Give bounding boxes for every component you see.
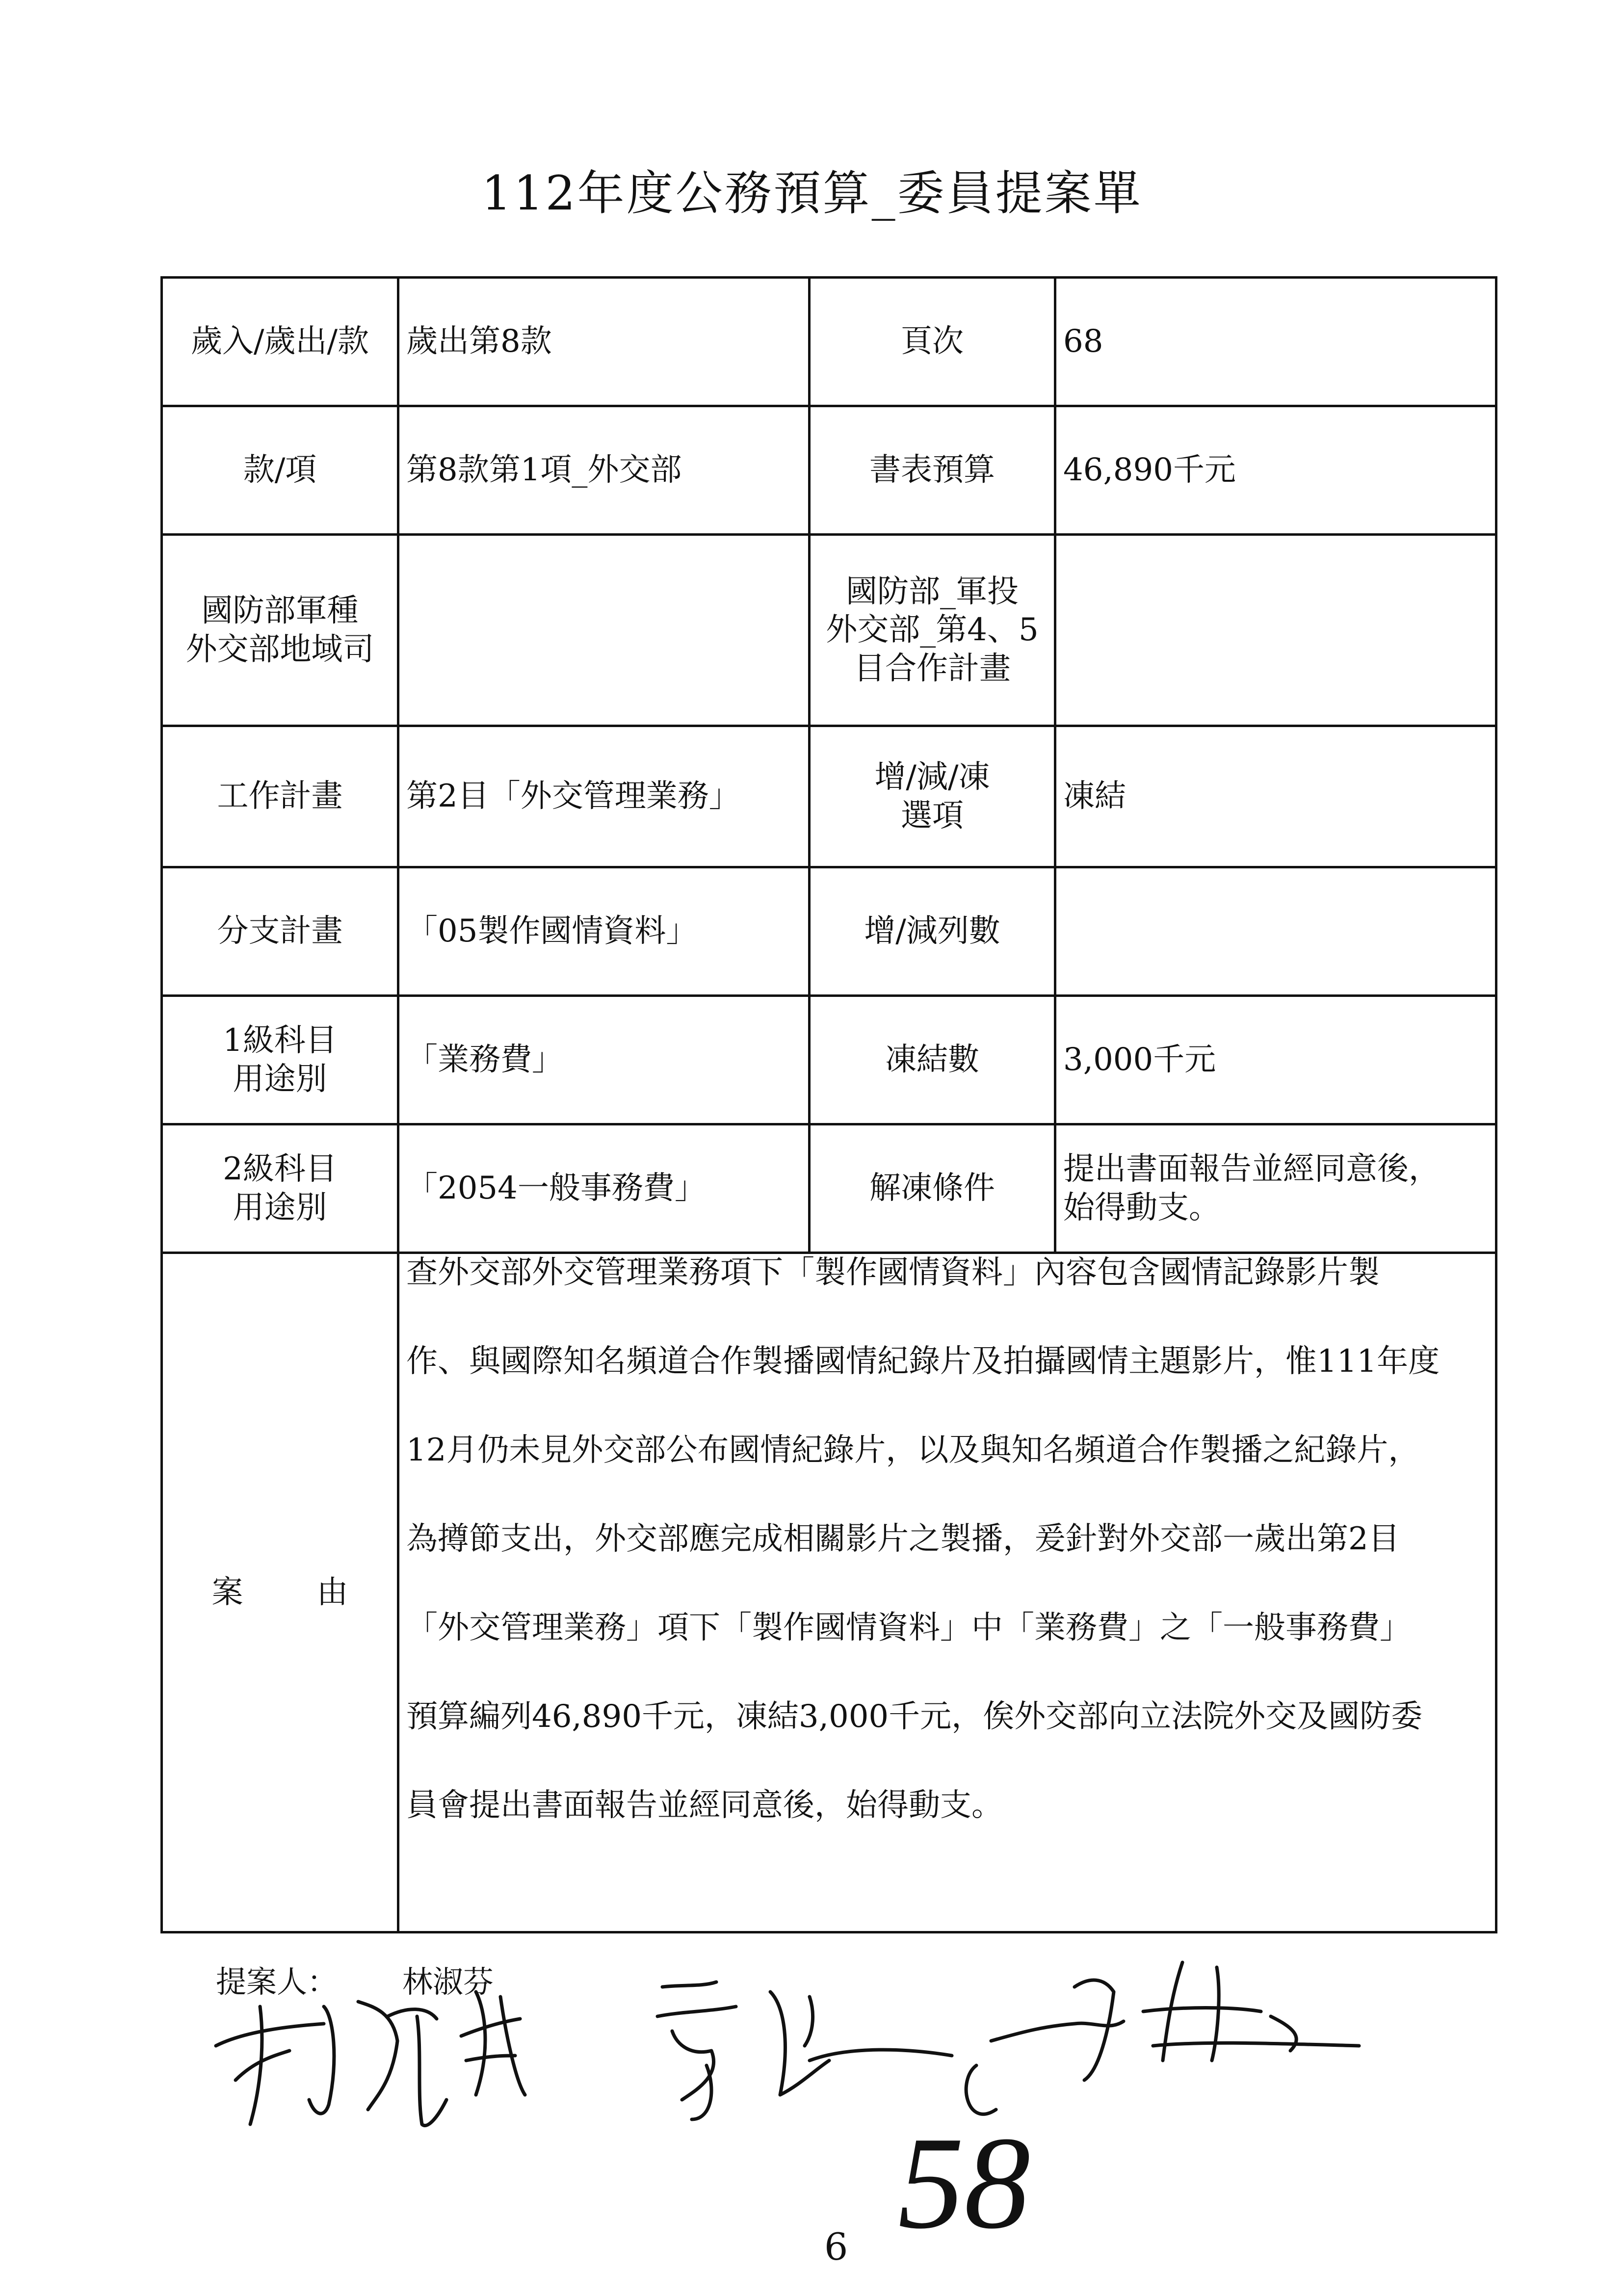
label-cooperation-plan-line1: 國防部_軍投 [846, 574, 1019, 610]
value-item: 第8款第1項_外交部 [398, 406, 810, 535]
reason-line: 為撙節支出，外交部應完成相關影片之製播，爰針對外交部一歲出第2目 [406, 1521, 1400, 1557]
form-row-work-plan [162, 726, 1496, 867]
value-change-amount [1055, 867, 1496, 996]
form-row-department [162, 535, 1496, 726]
form-title: 112年度公務預算_委員提案單 [481, 166, 1143, 221]
proposer-label: 提案人： [216, 1964, 338, 2000]
label-department [162, 535, 398, 726]
label-budget: 書表預算 [810, 406, 1055, 535]
value-department [398, 535, 810, 726]
reason-line: 作、與國際知名頻道合作製播國情紀錄片及拍攝國情主題影片，惟111年度 [406, 1343, 1440, 1380]
reason-line: 查外交部外交管理業務項下「製作國情資料」內容包含國情記錄影片製 [406, 1254, 1380, 1291]
label-branch-plan: 分支計畫 [162, 867, 398, 996]
label-level2-subject-line2: 用途別 [233, 1189, 327, 1226]
label-level1-subject-line2: 用途別 [233, 1061, 327, 1097]
label-department-line1: 國防部軍種 [201, 593, 359, 629]
value-freeze-amount: 3,000千元 [1055, 996, 1496, 1124]
value-unfreeze-condition [1055, 1124, 1496, 1253]
value-level1-subject: 「業務費」 [398, 996, 810, 1124]
label-option-line2: 選項 [901, 797, 964, 834]
label-cooperation-plan-line2: 外交部_第4、5 [826, 612, 1039, 649]
label-level2-subject [162, 1124, 398, 1253]
label-cooperation-plan [810, 535, 1055, 726]
form-row-account [162, 278, 1496, 406]
page-number: 6 [824, 2225, 848, 2269]
value-option: 凍結 [1055, 726, 1496, 867]
label-item: 款/項 [162, 406, 398, 535]
label-level1-subject-line1: 1級科目 [223, 1022, 337, 1059]
value-budget: 46,890千元 [1055, 406, 1496, 535]
label-department-line2: 外交部地域司 [185, 631, 374, 668]
handwritten-page-number [893, 2105, 1050, 2247]
label-level2-subject-line1: 2級科目 [223, 1151, 337, 1188]
reason-line: 12月仍未見外交部公布國情紀錄片，以及與知名頻道合作製播之紀錄片， [406, 1432, 1420, 1468]
label-level1-subject [162, 996, 398, 1124]
value-unfreeze-condition-line2: 始得動支。 [1063, 1189, 1220, 1226]
label-change-amount: 增/減列數 [810, 867, 1055, 996]
label-reason-char1: 案 [211, 1574, 243, 1611]
value-unfreeze-condition-line1: 提出書面報告並經同意後， [1063, 1151, 1440, 1188]
form-row-item [162, 406, 1496, 535]
value-level2-subject: 「2054一般事務費」 [398, 1124, 810, 1253]
value-branch-plan: 「05製作國情資料」 [398, 867, 810, 996]
form-row-level2-subject [162, 1124, 1496, 1253]
label-reason-char2: 由 [316, 1574, 348, 1611]
label-option [810, 726, 1055, 867]
label-option-line1: 增/減/凍 [874, 759, 990, 796]
label-freeze-amount: 凍結數 [810, 996, 1055, 1124]
handwritten-number: 58 [898, 2110, 1030, 2247]
form-row-branch-plan [162, 867, 1496, 996]
reason-line: 「外交管理業務」項下「製作國情資料」中「業務費」之「一般事務費」 [406, 1610, 1411, 1646]
proposal-form-table [160, 276, 1497, 1933]
proposer-name: 林淑芬 [402, 1964, 494, 2000]
signature-image [162, 1933, 1398, 2139]
value-work-plan: 第2目「外交管理業務」 [398, 726, 810, 867]
label-revenue-expense: 歲入/歲出/款 [162, 278, 398, 406]
value-revenue-expense: 歲出第8款 [398, 278, 810, 406]
label-page: 頁次 [810, 278, 1055, 406]
label-cooperation-plan-line3: 目合作計畫 [854, 650, 1011, 687]
reason-text [398, 1253, 1496, 1932]
value-cooperation-plan [1055, 535, 1496, 726]
form-row-level1-subject [162, 996, 1496, 1124]
value-page: 68 [1055, 278, 1496, 406]
label-work-plan: 工作計畫 [162, 726, 398, 867]
label-unfreeze-condition: 解凍條件 [810, 1124, 1055, 1253]
label-reason [162, 1253, 398, 1932]
reason-line: 預算編列46,890千元，凍結3,000千元，俟外交部向立法院外交及國防委 [406, 1698, 1423, 1735]
reason-line: 員會提出書面報告並經同意後，始得動支。 [406, 1787, 1003, 1824]
form-row-reason [162, 1253, 1496, 1932]
